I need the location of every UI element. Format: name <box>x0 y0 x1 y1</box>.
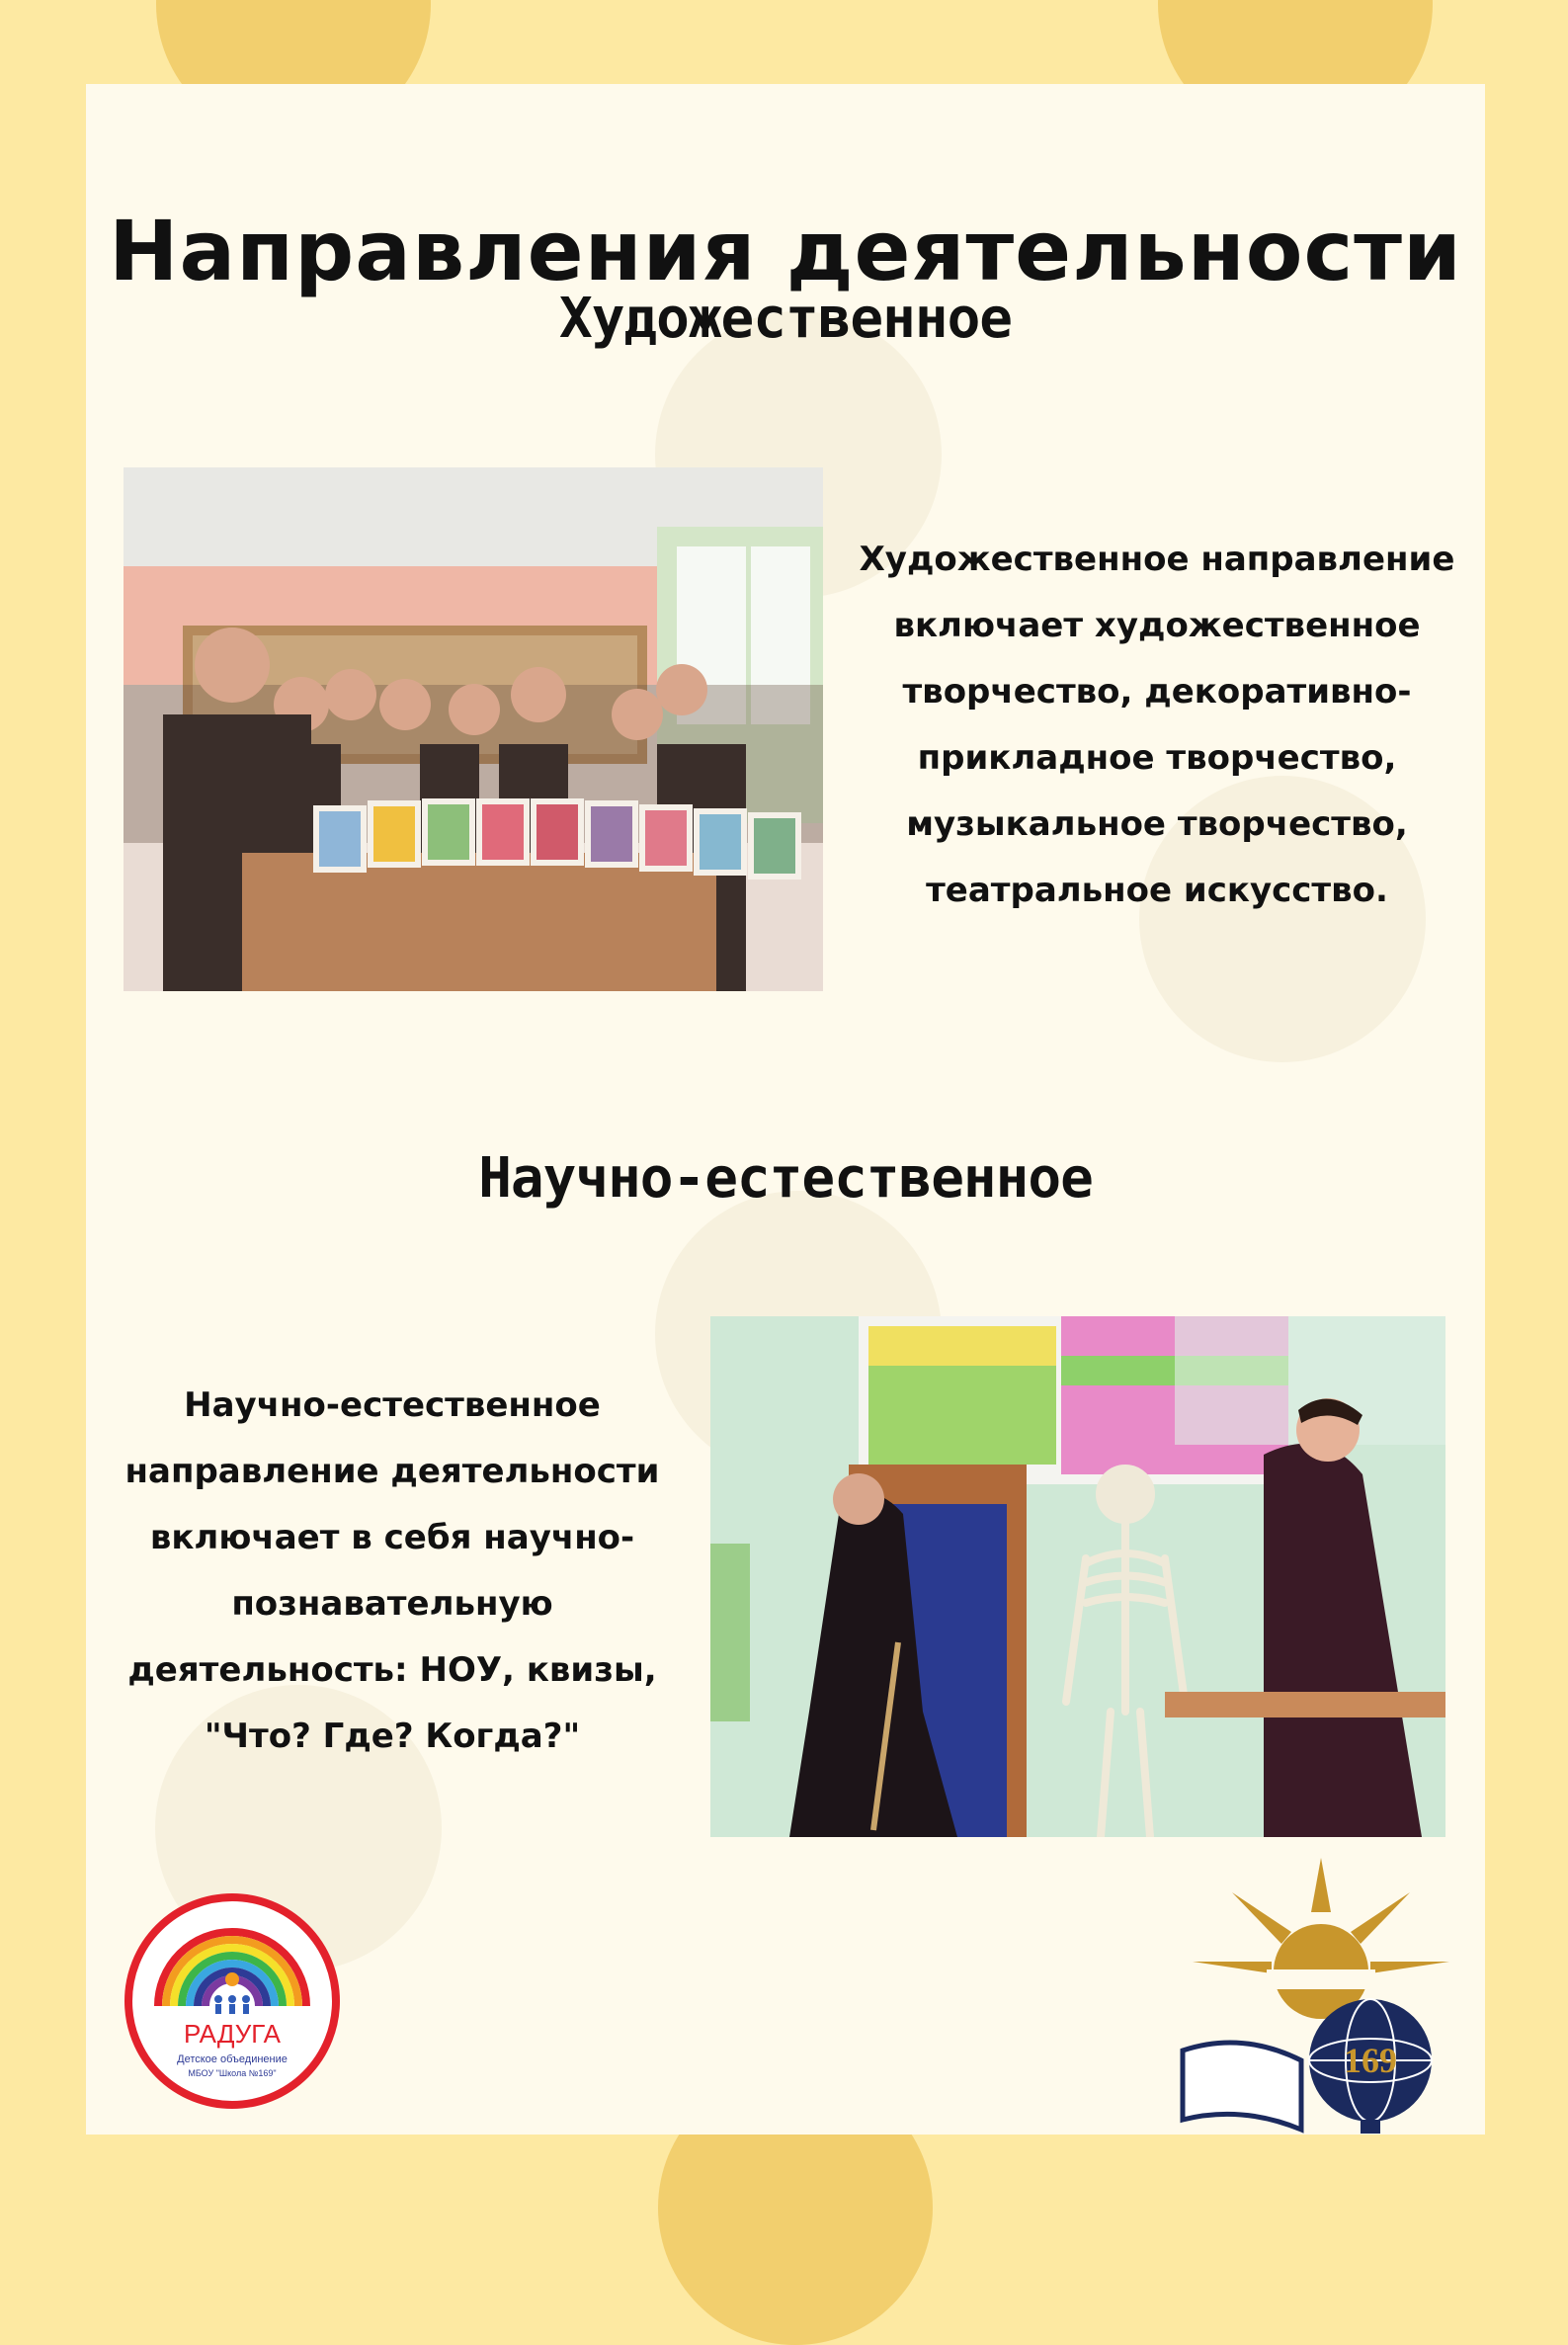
section-text-science <box>86 1373 699 1770</box>
text-line: прикладное творчество, <box>917 738 1397 778</box>
text-line: познавательную <box>231 1584 553 1624</box>
raduga-line1: Детское объединение <box>177 2053 288 2065</box>
section-heading-artistic: Художественное <box>558 287 1012 351</box>
text-line: направление деятельности <box>124 1452 660 1491</box>
page-title: Направления деятельности <box>109 203 1462 299</box>
raduga-name: РАДУГА <box>184 2019 281 2049</box>
section-heading-science: Научно-естественное <box>478 1146 1093 1211</box>
section-text-artistic <box>829 527 1485 924</box>
text-line: включает в себя научно- <box>149 1518 635 1557</box>
text-line: Научно-естественное <box>184 1385 601 1425</box>
photo-science-skeleton <box>710 1316 1445 1837</box>
raduga-line2: МБОУ "Школа №169" <box>188 2068 277 2078</box>
text-line: Художественное направление <box>859 540 1455 579</box>
text-line: музыкальное творчество, <box>906 804 1408 844</box>
school-number: 169 <box>1344 2041 1397 2080</box>
text-line: деятельность: НОУ, квизы, <box>127 1650 657 1690</box>
photo-artistic-group <box>124 467 823 991</box>
page-card <box>86 84 1485 2135</box>
raduga-logo <box>124 1892 341 2110</box>
school-logo <box>1173 1853 1469 2135</box>
text-line: включает художественное <box>893 606 1421 645</box>
text-line: творчество, декоративно- <box>902 672 1412 712</box>
text-line: театральное искусство. <box>926 871 1388 910</box>
text-line: "Что? Где? Когда?" <box>204 1717 581 1756</box>
